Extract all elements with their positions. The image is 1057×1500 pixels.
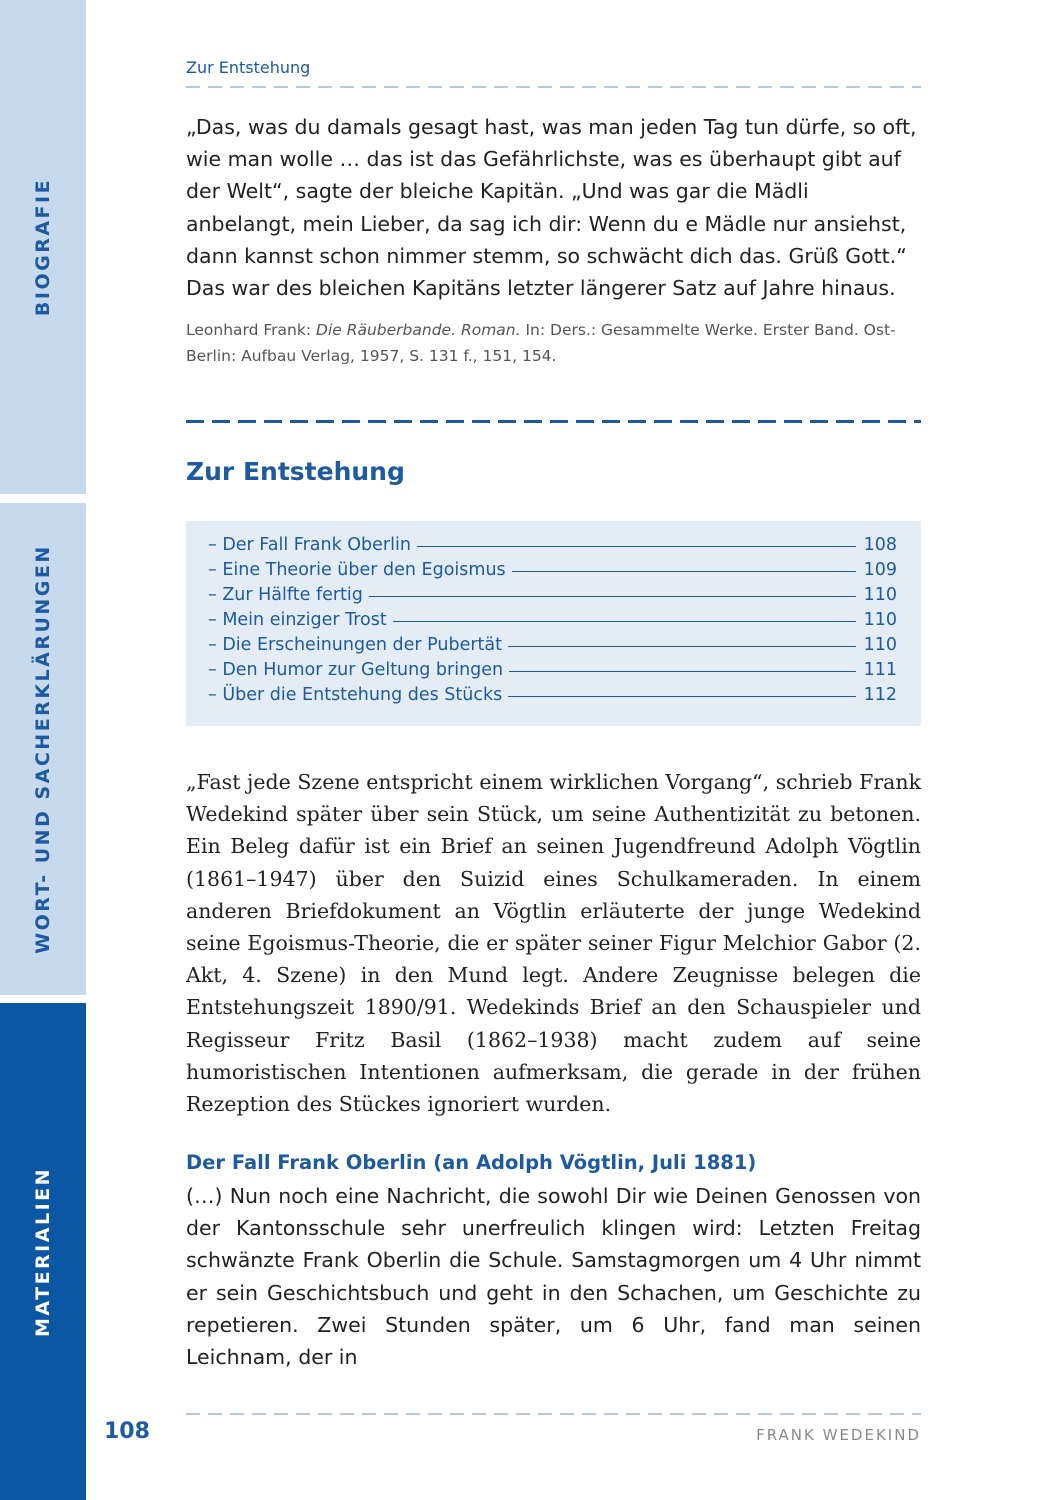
toc-item-label: – Über die Entstehung des Stücks [208, 685, 503, 705]
sidebar-tab-label: MATERIALIEN [32, 1166, 55, 1337]
toc-leader [508, 646, 856, 647]
source-rest: In: Ders.: Gesammelte Werke. Erster Band. Ost-Berlin: Aufbau Verlag, 1957, S. 131 f., 151, 154. [186, 321, 896, 365]
toc-item[interactable] [208, 660, 897, 685]
intro-paragraph [186, 766, 921, 1120]
toc-item[interactable] [208, 585, 897, 610]
sidebar-tab-wort-und-sacherklaerungen[interactable] [0, 503, 86, 995]
toc-item[interactable] [208, 610, 897, 635]
running-head: Zur Entstehung [186, 58, 311, 77]
toc-leader [509, 671, 855, 672]
header-divider [186, 86, 921, 88]
sidebar-tab-label: WORT- UND SACHERKLÄRUNGEN [32, 544, 54, 954]
toc-leader [393, 621, 856, 622]
toc-item-page: 110 [863, 610, 897, 630]
sidebar-tab-label: BIOGRAFIE [32, 177, 55, 317]
toc-item-page: 111 [863, 660, 897, 680]
toc-item-page: 112 [863, 685, 897, 705]
toc-item-label: – Zur Hälfte fertig [208, 585, 363, 605]
footer-divider [186, 1413, 921, 1415]
quote-block [186, 111, 921, 304]
toc-leader [508, 696, 855, 697]
toc-leader [512, 571, 856, 572]
toc-leader [369, 596, 856, 597]
toc-item-page: 110 [863, 635, 897, 655]
toc-item-label: – Mein einziger Trost [208, 610, 387, 630]
toc-item-label: – Den Humor zur Geltung bringen [208, 660, 504, 680]
toc-item-label: – Eine Theorie über den Egoismus [208, 560, 506, 580]
sidebar-tab-biografie[interactable] [0, 0, 86, 494]
letter-paragraph [186, 1180, 921, 1373]
toc-item-label: – Der Fall Frank Oberlin [208, 535, 411, 555]
quote-source [186, 317, 921, 369]
footer-author: FRANK WEDEKIND [756, 1426, 921, 1444]
toc-item-label: – Die Erscheinungen der Pubertät [208, 635, 502, 655]
intro-text: „Fast jede Szene entspricht einem wirklichen Vorgang“, schrieb Frank Wedekind später über sein Stück, um seine Authentizität zu betonen. Ein Beleg dafür ist ein Brief an seinen Jugendfreund Adolph Vögtlin (1861–1947) über den Suizid eines Schulkameraden. In einem anderen Briefdokument an Vögtlin erläuterte der junge Wedekind seine Egoismus-Theorie, die er später seiner Figur Melchior Gabor (2. Akt, 4. Szene) in den Mund legt. Andere Zeugnisse belegen die Entstehungszeit 1890/91. Wedekinds Brief an den Schauspieler und Regisseur Fritz Basil (1862–1938) macht zudem auf seine humoristischen Intentionen aufmerksam, die gerade in der frühen Rezeption des Stückes ignoriert wurden. [186, 770, 921, 1117]
subsection-title: Der Fall Frank Oberlin (an Adolph Vögtlin, Juli 1881) [186, 1151, 757, 1174]
page-number: 108 [104, 1419, 150, 1444]
quote-text: „Das, was du damals gesagt hast, was man jeden Tag tun dürfe, so oft, wie man wolle … das ist das Gefährlichste, was es überhaupt gibt auf der Welt“, sagte der bleiche Kapitän. „Und was gar die Mädli anbelangt, mein Lieber, da sag ich dir: Wenn du e Mädle nur ansiehst, dann kannst schon nimmer stemm, so schwächt dich das. Grüß Gott.“ Das war des bleichen Kapitäns letzter längerer Satz auf Jahre hinaus. [186, 115, 917, 301]
toc-item-page: 109 [863, 560, 897, 580]
toc-item[interactable] [208, 685, 897, 710]
letter-text: (…) Nun noch eine Nachricht, die sowohl Dir wie Deinen Genossen von der Kantonsschule sehr unerfreulich klingen wird: Letzten Freitag schwänzte Frank Oberlin die Schule. Samstagmorgen um 4 Uhr nimmt er sein Geschichtsbuch und geht in den Schachen, um Geschichte zu repetieren. Zwei Stunden später, um 6 Uhr, fand man seinen Leichnam, der in [186, 1184, 921, 1370]
sidebar-tab-materialien[interactable] [0, 1003, 86, 1500]
section-divider [186, 420, 921, 423]
toc-leader [417, 546, 856, 547]
toc-item-page: 108 [863, 535, 897, 555]
section-title: Zur Entstehung [186, 457, 405, 486]
source-title: Die Räuberbande. Roman. [316, 321, 521, 339]
source-author: Leonhard Frank: [186, 321, 317, 339]
toc-item[interactable] [208, 635, 897, 660]
table-of-contents [186, 521, 921, 726]
toc-item[interactable] [208, 535, 897, 560]
toc-item[interactable] [208, 560, 897, 585]
toc-item-page: 110 [863, 585, 897, 605]
